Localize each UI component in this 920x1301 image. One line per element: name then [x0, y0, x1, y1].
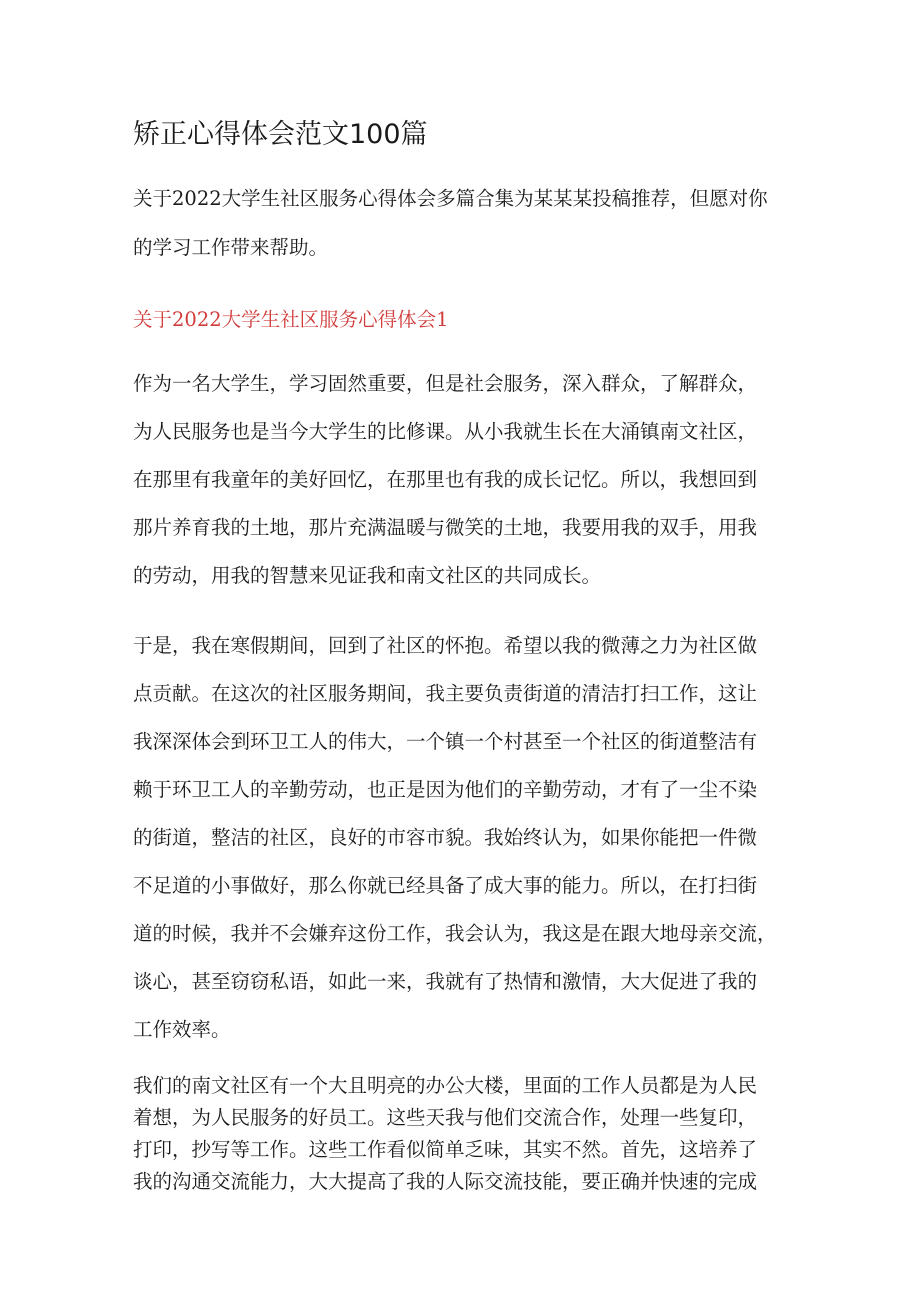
- paragraph-line: 于是，我在寒假期间，回到了社区的怀抱。希望以我的微薄之力为社区做: [133, 634, 758, 657]
- paragraph-line: 的街道，整洁的社区，良好的市容市貌。我始终认为，如果你能把一件微: [133, 826, 758, 849]
- paragraph-line: 那片养育我的土地，那片充满温暖与微笑的土地，我要用我的双手，用我: [133, 516, 758, 539]
- paragraph-line: 工作效率。: [133, 1018, 231, 1041]
- paragraph-line: 我深深体会到环卫工人的伟大，一个镇一个村甚至一个社区的街道整洁有: [133, 730, 758, 753]
- section-heading: 关于2022大学生社区服务心得体会1: [133, 308, 449, 331]
- paragraph-line: 点贡献。在这次的社区服务期间，我主要负责街道的清洁打扫工作，这让: [133, 682, 758, 705]
- paragraph-line: 不足道的小事做好，那么你就已经具备了成大事的能力。所以，在打扫街: [133, 874, 758, 897]
- paragraph-line: 我们的南文社区有一个大且明亮的办公大楼，里面的工作人员都是为人民: [133, 1074, 758, 1097]
- paragraph-line: 作为一名大学生，学习固然重要，但是社会服务，深入群众，了解群众，: [133, 372, 758, 395]
- intro-line: 的学习工作带来帮助。: [133, 236, 329, 259]
- paragraph-line: 着想，为人民服务的好员工。这些天我与他们交流合作，处理一些复印，: [133, 1106, 758, 1129]
- intro-line: 关于2022大学生社区服务心得体会多篇合集为某某某投稿推荐，但愿对你: [133, 187, 768, 210]
- paragraph-line: 在那里有我童年的美好回忆，在那里也有我的成长记忆。所以，我想回到: [133, 468, 758, 491]
- document-title: 矫正心得体会范文100篇: [133, 119, 428, 150]
- paragraph-line: 赖于环卫工人的辛勤劳动，也正是因为他们的辛勤劳动，才有了一尘不染: [133, 778, 758, 801]
- paragraph-line: 谈心，甚至窃窃私语，如此一来，我就有了热情和激情，大大促进了我的: [133, 970, 758, 993]
- paragraph-line: 的劳动，用我的智慧来见证我和南文社区的共同成长。: [133, 564, 602, 587]
- paragraph-line: 我的沟通交流能力，大大提高了我的人际交流技能，要正确并快速的完成: [133, 1170, 758, 1193]
- paragraph-line: 道的时候，我并不会嫌弃这份工作，我会认为，我这是在跟大地母亲交流，: [133, 922, 777, 945]
- paragraph-line: 为人民服务也是当今大学生的比修课。从小我就生长在大涌镇南文社区，: [133, 420, 758, 443]
- paragraph-line: 打印，抄写等工作。这些工作看似简单乏味，其实不然。首先，这培养了: [133, 1138, 758, 1161]
